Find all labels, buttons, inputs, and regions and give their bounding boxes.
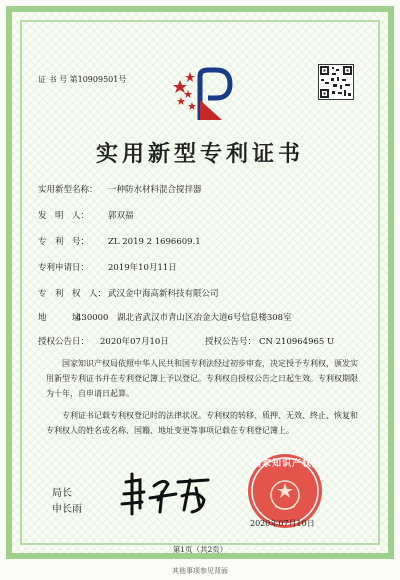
page-number: 第1页（共2页）: [172, 545, 228, 554]
certificate-number: 证 书 号 第10909501号: [38, 75, 127, 84]
seal-text: 国家知识产权局: [251, 459, 322, 469]
field-patentee: 专 利 权 人： 武汉金中海高新科技有限公司: [38, 289, 219, 299]
paragraph-grant-decision: 国家知识产权局依照中华人民共和国专利法经过初步审查，决定授予专利权，颁发实用新型专利证书并在专利登记簿上予以登记。专利权自授权公告之日起生效。专利权期限为十年，自申请日起算。: [46, 359, 358, 398]
field-grant-date: 授权公告日： 2020年07月10日: [38, 337, 169, 347]
field-address: 地 址：430000 湖北省武汉市青山区冶金大道6号信息楼308室: [38, 313, 292, 323]
patent-logo-icon: [172, 66, 234, 122]
seal-date: 2020年07月10日: [250, 519, 315, 528]
field-application-date: 专利申请日： 2019年10月11日: [38, 263, 177, 273]
field-inventor: 发 明 人： 郭双福: [38, 211, 134, 221]
field-utility-model-name: 实用新型名称： 一种防水材料混合搅拌器: [38, 185, 202, 195]
field-grant-number: 授权公告号： CN 210964965 U: [205, 337, 335, 347]
certificate-title: 实用新型专利证书: [95, 141, 304, 167]
director-name: 申长雨: [52, 504, 82, 515]
paragraph-legal-status: 专利证书记载专利权登记时的法律状况。专利权的转移、质押、无效、终止、恢复和专利权人的姓名或名称、国籍、地址变更等事项记载在专利登记簿上。: [46, 411, 358, 435]
director-title: 局长: [52, 488, 72, 499]
field-patent-number: 专 利 号： ZL 2019 2 1696609.1: [38, 237, 201, 247]
qr-code: [318, 64, 354, 100]
footer-note: 其他事项参见背面: [172, 567, 228, 575]
director-signature: [118, 470, 213, 518]
